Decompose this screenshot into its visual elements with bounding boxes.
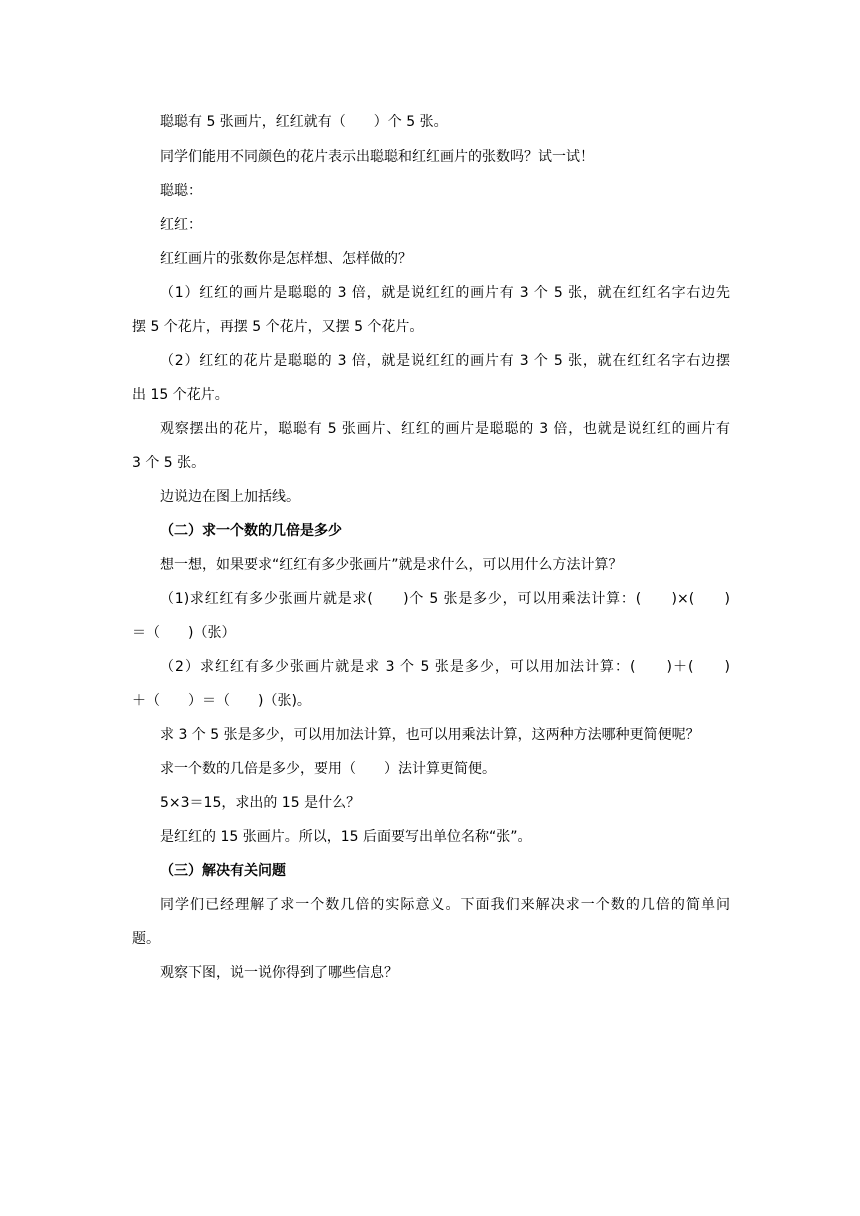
paragraph-line: 聪聪有 5 张画片，红红就有（ ）个 5 张。 bbox=[160, 114, 448, 130]
paragraph-line: ＝（ )（张） bbox=[132, 625, 236, 641]
paragraph-line: 观察摆出的花片，聪聪有 5 张画片、红红的画片是聪聪的 3 倍，也就是说红红的画片有 bbox=[160, 421, 730, 437]
paragraph-line: 题。 bbox=[132, 931, 160, 947]
paragraph-line: 是红红的 15 张画片。所以，15 后面要写出单位名称“张”。 bbox=[160, 829, 532, 845]
paragraph-line: 观察下图，说一说你得到了哪些信息？ bbox=[160, 965, 398, 981]
section-heading: （二）求一个数的几倍是多少 bbox=[160, 523, 342, 539]
paragraph-line: （1)求红红有多少张画片就是求( )个 5 张是多少，可以用乘法计算：( )×( ) bbox=[160, 591, 730, 607]
paragraph-line: （2）红红的花片是聪聪的 3 倍，就是说红红的画片有 3 个 5 张，就在红红名字右边摆 bbox=[160, 353, 730, 369]
paragraph-line: 求 3 个 5 张是多少，可以用加法计算，也可以用乘法计算，这两种方法哪种更简便呢？ bbox=[160, 727, 700, 743]
paragraph-line: 聪聪： bbox=[160, 183, 202, 199]
paragraph-line: 出 15 个花片。 bbox=[132, 387, 229, 403]
paragraph-line: 同学们已经理解了求一个数几倍的实际意义。下面我们来解决求一个数的几倍的简单问 bbox=[160, 897, 730, 913]
paragraph-line: 想一想，如果要求“红红有多少张画片”就是求什么，可以用什么方法计算？ bbox=[160, 557, 623, 573]
paragraph-line: 3 个 5 张。 bbox=[132, 455, 206, 471]
paragraph-line: （1）红红的画片是聪聪的 3 倍，就是说红红的画片有 3 个 5 张，就在红红名字右边先 bbox=[160, 285, 730, 301]
paragraph-line: 5×3＝15，求出的 15 是什么？ bbox=[160, 795, 361, 811]
paragraph-line: 红红： bbox=[160, 217, 202, 233]
paragraph-line: 边说边在图上加括线。 bbox=[160, 489, 300, 505]
paragraph-line: 摆 5 个花片，再摆 5 个花片，又摆 5 个花片。 bbox=[132, 319, 424, 335]
paragraph-line: ＋（ ）＝（ )（张)。 bbox=[132, 693, 311, 709]
paragraph-line: 红红画片的张数你是怎样想、怎样做的？ bbox=[160, 251, 412, 267]
paragraph-line: 求一个数的几倍是多少，要用（ ）法计算更简便。 bbox=[160, 761, 496, 777]
section-heading: （三）解决有关问题 bbox=[160, 863, 286, 879]
paragraph-line: 同学们能用不同颜色的花片表示出聪聪和红红画片的张数吗？试一试！ bbox=[160, 149, 594, 165]
paragraph-line: （2）求红红有多少张画片就是求 3 个 5 张是多少，可以用加法计算：( )＋( ) bbox=[160, 659, 730, 675]
